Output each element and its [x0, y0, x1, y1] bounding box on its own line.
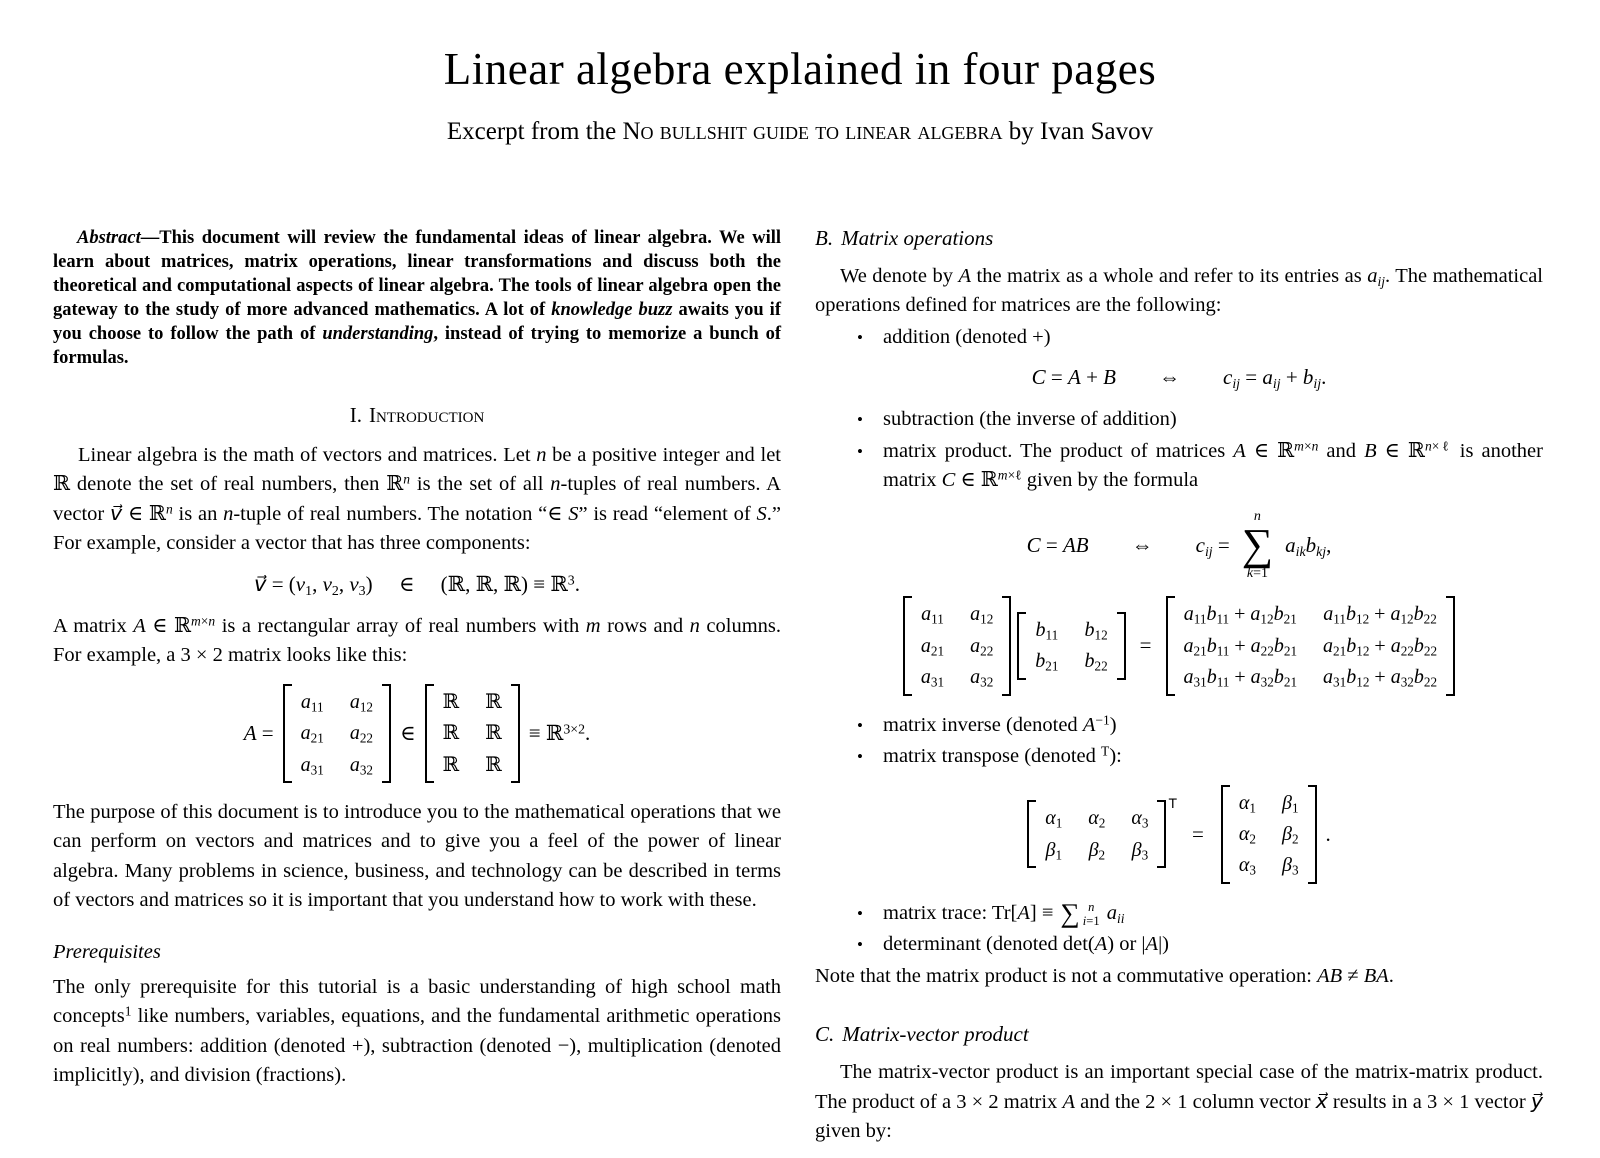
- matrix-cell: $\beta_1$: [1045, 838, 1063, 863]
- equation-lhs: C = A + B: [1031, 365, 1116, 390]
- bullet-icon: •: [857, 441, 863, 461]
- matrix-product-equation: [815, 509, 1543, 582]
- equation-content: v⃗ = ($v_1$, $v_2$, $v_3$) ∈ (ℝ, ℝ, ℝ) ≡ ℝ$^3$.: [254, 571, 580, 598]
- matrix-example-equation: [53, 684, 781, 783]
- right-bracket: [1308, 785, 1317, 884]
- equation-lhs: C = AB: [1026, 532, 1089, 557]
- subtitle-suffix: by Ivan Savov: [1002, 117, 1154, 145]
- matrix-cell: $b_{21}$: [1035, 650, 1059, 675]
- equals-sign: =: [1192, 821, 1204, 846]
- matrix-cell: $a_{32}$: [349, 753, 373, 778]
- subtitle: [0, 118, 1600, 146]
- matrix-cell: $\alpha_2$: [1238, 822, 1256, 847]
- sum-upper-limit: n: [1088, 899, 1095, 914]
- bullet-subtraction: • subtraction (the inverse of addition): [815, 405, 1543, 435]
- left-bracket: [1166, 596, 1175, 695]
- matrix-definition-paragraph: A matrix A ∈ ℝ$^{m\times n}$ is a rectangular array of real numbers with m rows and n columns. For example, a 3 × 2 matrix looks like this:: [53, 613, 782, 667]
- matrix-cell: $a_{31}$: [920, 666, 945, 690]
- matrix-cell: $a_{11}b_{11} + a_{12}b_{21}$: [1183, 603, 1297, 628]
- inline-summation-symbol: [1061, 900, 1100, 929]
- section-title: Introduction: [368, 402, 485, 427]
- matrix-cell: $a_{21}b_{11} + a_{22}b_{21}$: [1183, 634, 1298, 659]
- section-number: C.: [815, 1022, 835, 1047]
- left-bracket: [1017, 612, 1026, 680]
- element-of-symbol: ∈: [400, 720, 416, 745]
- matrix-cell: $a_{31}b_{12} + a_{32}b_{22}$: [1323, 666, 1438, 690]
- matrix-cell: $a_{12}$: [349, 690, 373, 715]
- bullet-icon: •: [857, 747, 863, 766]
- bullet-icon: •: [857, 327, 863, 347]
- bullet-matrix-transpose: • matrix transpose (denoted $^T$):: [815, 742, 1543, 772]
- left-bracket: [1027, 800, 1036, 868]
- matrix-cell: $a_{22}$: [349, 722, 373, 746]
- abstract-paragraph: Abstract—This document will review the fundamental ideas of linear algebra. We will learn about matrices, matrix operations, linear transformations and discuss both the theoretical and computational aspects of linear algebra. The tools of linear algebra open the gateway to the study of more advanced mathematics. A lot of knowledge buzz awaits you if you choose to follow the path of understanding, instead of trying to memorize a bunch of formulas.: [53, 227, 781, 368]
- equation-lhs: A =: [243, 720, 274, 745]
- subtitle-book-title: No bullshit guide to linear algebra: [622, 117, 1003, 145]
- matrix-cell: $a_{22}$: [970, 634, 994, 659]
- matrix-cell: $\beta_3$: [1131, 838, 1149, 863]
- matrix-cell: $a_{31}$: [300, 753, 324, 778]
- left-bracket: [425, 684, 434, 783]
- bullet-matrix-trace: [815, 899, 1543, 929]
- section-number: I.: [349, 402, 362, 427]
- matrix-cell: $\alpha_3$: [1238, 854, 1256, 878]
- matrix-cell: $\beta_3$: [1281, 854, 1299, 878]
- bullet-icon: •: [857, 903, 863, 923]
- prerequisites-heading: Prerequisites: [53, 940, 161, 963]
- equation-rhs-post: $a_{ik}b_{kj}$,: [1285, 532, 1332, 559]
- left-bracket: [1221, 785, 1230, 884]
- sum-lower-limit: i=1: [1082, 913, 1100, 928]
- page-title: Linear algebra explained in four pages: [443, 44, 1157, 94]
- transposed-matrix: [1027, 795, 1178, 868]
- matrix-a-3x2: [903, 596, 1011, 695]
- left-bracket: [903, 596, 912, 695]
- equation-rhs: $c_{ij} = a_{ij} + b_{ij}$.: [1222, 365, 1327, 392]
- matrix-cell: $a_{31}b_{11} + a_{32}b_{21}$: [1183, 666, 1298, 690]
- transpose-display: [815, 785, 1543, 884]
- matrix-cell: $a_{21}$: [920, 634, 945, 659]
- right-bracket: [511, 684, 520, 783]
- section-heading-introduction: [53, 403, 781, 428]
- bullet-icon: •: [857, 715, 863, 735]
- addition-equation: [815, 365, 1543, 390]
- bullet-icon: •: [857, 410, 863, 430]
- matrix-cell: ℝ: [485, 722, 502, 745]
- matrix-cell: ℝ: [442, 690, 460, 713]
- bullet-matrix-product: • matrix product. The product of matrices A ∈ ℝ$^{m\times n}$ and B ∈ ℝ$^{n\times\ell}$ is another matrix C ∈ ℝ$^{m\times\ell}$ given by the formula: [815, 437, 1543, 496]
- right-bracket: [1157, 800, 1166, 868]
- matrix-cell: $a_{11}$: [300, 690, 324, 715]
- sum-lower-limit: k=1: [1246, 565, 1268, 581]
- matrix-cell: $\alpha_2$: [1088, 807, 1106, 831]
- equation-rhs-pre: $c_{ij}$ =: [1195, 532, 1230, 559]
- bullet-matrix-inverse: • matrix inverse (denoted $A^{-1}$): [815, 711, 1543, 741]
- matrix-cell: $\alpha_1$: [1238, 791, 1256, 816]
- matrix-cell: $a_{12}$: [970, 603, 994, 628]
- prerequisites-paragraph: The only prerequisite for this tutorial is a basic understanding of high school math concepts$^1$ like numbers, variables, equations, and the fundamental arithmetic operations on real numbers: addition (denoted +), subtraction (denoted −), multiplication (denoted implicitly), and division (fractions).: [53, 975, 781, 1087]
- bullet-addition: • addition (denoted +): [815, 323, 1543, 353]
- iff-arrow: ⇔: [1158, 365, 1180, 390]
- matrix-3x2: [1221, 785, 1317, 884]
- trace-post: $a_{ii}$: [1106, 901, 1125, 926]
- sigma-icon: ∑: [1060, 898, 1080, 929]
- matrix-b-2x2: [1017, 612, 1125, 680]
- section-heading-matrix-vector-product: [815, 1022, 1543, 1047]
- transpose-symbol: T: [1168, 795, 1178, 812]
- matrix-cell: $a_{11}b_{12} + a_{12}b_{22}$: [1323, 603, 1437, 628]
- two-column-layout: [0, 226, 1600, 1147]
- right-bracket: [1446, 596, 1455, 695]
- matrix-a-3x2: [283, 684, 391, 783]
- summation-symbol: [1242, 509, 1273, 582]
- bullet-icon: •: [857, 935, 863, 955]
- purpose-paragraph: The purpose of this document is to introduce you to the mathematical operations that we can perform on vectors and matrices and to give you a feel of the power of linear algebra. Many problems in science, business, and technology can be described in terms of vectors and matrices so it is important that you understand how to work with these.: [53, 800, 781, 912]
- sum-upper-limit: n: [1253, 508, 1261, 524]
- matrix-cell: $\beta_2$: [1088, 838, 1106, 863]
- matrix-cell: $a_{11}$: [921, 603, 944, 628]
- section-number: B.: [815, 225, 834, 250]
- matrix-cell: ℝ: [442, 722, 460, 745]
- section-title: Matrix operations: [841, 225, 994, 250]
- note-paragraph: Note that the matrix product is not a commutative operation: AB ≠ BA.: [815, 964, 1394, 987]
- matrix-cell: ℝ: [485, 690, 502, 713]
- bullet-determinant: • determinant (denoted det(A) or |A|): [815, 930, 1543, 960]
- matrix-cell: $a_{32}$: [970, 666, 994, 690]
- trace-pre: matrix trace: Tr[A] ≡: [883, 901, 1054, 924]
- matrix-product-display: [815, 596, 1543, 695]
- matrix-cell: ℝ: [485, 753, 502, 776]
- matrix-cell: $b_{12}$: [1084, 619, 1108, 643]
- matrix-2x3: [1027, 800, 1166, 868]
- matrix-cell: $\beta_1$: [1281, 791, 1299, 816]
- equals-sign: =: [1139, 633, 1152, 658]
- left-column: [53, 226, 781, 1147]
- iff-arrow: ⇔: [1131, 532, 1153, 557]
- matrix-result-3x2: [1166, 596, 1456, 695]
- matrix-vector-intro: The matrix-vector product is an important special case of the matrix-matrix product. The product of a 3 × 2 matrix A and the 2 × 1 column vector x⃗ results in a 3 × 1 vector y⃗ given by:: [815, 1061, 1543, 1143]
- period: .: [1325, 821, 1331, 846]
- matrix-cell: $a_{21}b_{12} + a_{22}b_{22}$: [1323, 634, 1438, 659]
- matrix-cell: ℝ: [442, 753, 460, 776]
- matrix-cell: $\alpha_1$: [1045, 807, 1063, 831]
- matrix-cell: $b_{11}$: [1035, 619, 1059, 643]
- sigma-icon: ∑: [1241, 520, 1274, 570]
- right-bracket: [1002, 596, 1011, 695]
- right-column: [815, 226, 1543, 1147]
- section-title: Matrix-vector product: [842, 1022, 1029, 1047]
- matrix-cell: $\alpha_3$: [1131, 807, 1149, 831]
- right-bracket: [1117, 612, 1126, 680]
- introduction-paragraph: Linear algebra is the math of vectors and matrices. Let n be a positive integer and let ℝ denote the set of real numbers, then ℝ$^n$ is the set of all n-tuples of real numbers. A vector v⃗ ∈ ℝ$^n$ is an n-tuple of real numbers. The notation “∈ S” is read “element of S.” For example, consider a vector that has three components:: [53, 443, 781, 555]
- right-bracket: [382, 684, 391, 783]
- vector-equation: [53, 572, 781, 597]
- section-heading-matrix-operations: [815, 226, 1543, 251]
- matrix-operations-intro: We denote by A the matrix as a whole and refer to its entries as $a_{ij}$. The mathematical operations defined for matrices are the following:: [815, 264, 1544, 317]
- matrix-cell: $a_{21}$: [300, 722, 324, 746]
- subtitle-prefix: Excerpt from the: [446, 117, 623, 145]
- matrix-cell: $\beta_2$: [1281, 822, 1299, 847]
- left-bracket: [283, 684, 292, 783]
- title-block: [0, 0, 1600, 146]
- equation-rhs: ≡ ℝ$^{3\times 2}$.: [528, 720, 591, 745]
- matrix-r-3x2: [425, 684, 520, 783]
- matrix-cell: $b_{22}$: [1084, 650, 1108, 675]
